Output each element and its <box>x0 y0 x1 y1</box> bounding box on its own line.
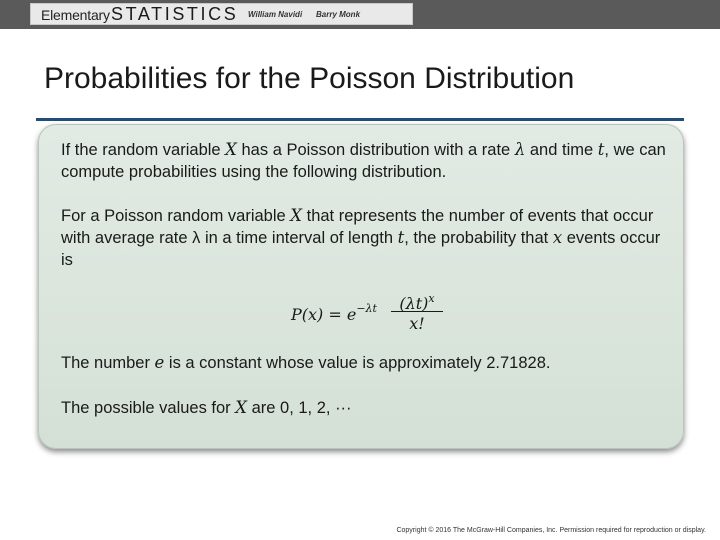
var-X: X <box>290 206 303 225</box>
constant-text-1: The number <box>61 354 155 372</box>
header-banner <box>0 0 720 29</box>
definition-text-2: that represents the number of events that occur with average rate λ in a time interval of length <box>61 207 654 247</box>
definition-text-3: , the probability that <box>404 229 553 247</box>
content-panel <box>38 124 684 449</box>
formula-lhs <box>291 302 377 324</box>
formula-numerator <box>391 287 443 311</box>
brand-title: STATISTICS <box>111 4 239 24</box>
possible-values-paragraph <box>61 397 671 419</box>
intro-text-3: and time <box>525 141 598 159</box>
var-X: X <box>225 140 237 159</box>
definition-paragraph <box>61 205 671 271</box>
definition-text-1: For a Poisson random variable <box>61 207 291 225</box>
brand-word: Elementary <box>41 7 110 23</box>
var-e: e <box>154 353 165 372</box>
copyright-footer: Copyright © 2016 The McGraw-Hill Companies, Inc. Permission required for reproduction or display. <box>396 527 706 534</box>
title-divider <box>36 118 684 121</box>
formula-denominator: x! <box>409 314 425 333</box>
author-name-1: William Navidi <box>248 10 303 19</box>
values-text-1: The possible values for <box>61 399 236 417</box>
book-title-bar <box>30 3 413 25</box>
var-x: x <box>552 228 563 247</box>
formula-fraction <box>391 287 443 336</box>
slide-title: Probabilities for the Poisson Distribution <box>44 62 575 95</box>
var-lambda: λ <box>514 140 526 159</box>
definition-text-4: events occur is <box>61 229 661 269</box>
intro-text-2: has a Poisson distribution with a rate <box>236 141 515 159</box>
intro-text-1: If the random variable <box>61 141 226 159</box>
constant-e-paragraph <box>61 352 671 374</box>
var-t: t <box>597 140 605 159</box>
formula-numerator-base: (λt) <box>399 294 429 313</box>
constant-text-2: is a constant whose value is approximately 2.71828. <box>164 354 551 372</box>
var-t: t <box>397 228 405 247</box>
var-X: X <box>235 398 248 417</box>
formula-lhs-text: P(x) = e <box>291 305 357 324</box>
formula-numerator-exponent: x <box>428 292 435 305</box>
values-text-2: are 0, 1, 2, ··· <box>247 399 352 417</box>
intro-text-4: , we can compute probabilities using the following distribution. <box>61 141 666 181</box>
author-name-2: Barry Monk <box>316 10 361 19</box>
formula-exponent: −λt <box>356 302 377 315</box>
intro-paragraph <box>61 139 671 183</box>
